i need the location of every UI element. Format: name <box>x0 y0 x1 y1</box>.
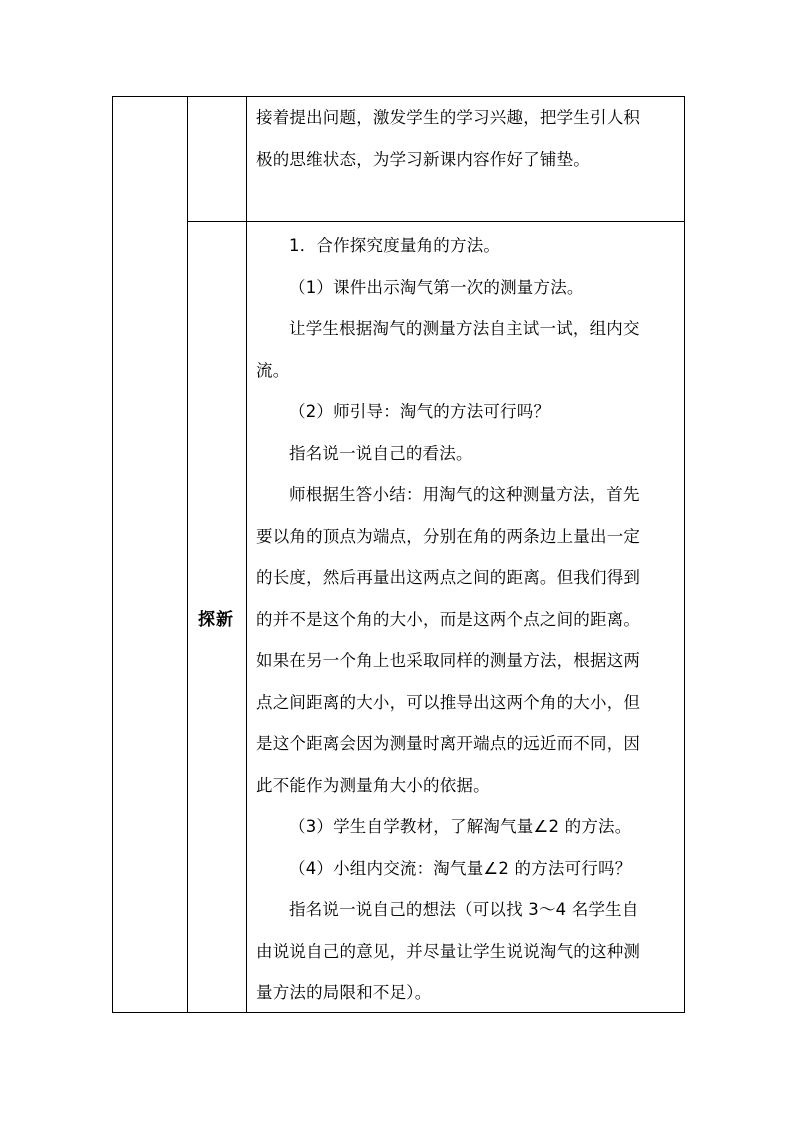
text-line: 是这个距离会因为测量时离开端点的远近而不同，因 <box>256 734 641 753</box>
column-divider-2 <box>246 97 247 1012</box>
text-line: 师根据生答小结：用淘气的这种测量方法，首先 <box>289 485 640 504</box>
text-line: 此不能作为测量角大小的依据。 <box>256 775 490 795</box>
text-line: 极的思维状态，为学习新课内容作好了铺垫。 <box>256 149 590 169</box>
text-line: 点之间距离的大小，可以推导出这两个角的大小，但 <box>256 692 641 712</box>
text-line: 指名说一说自己的看法。 <box>289 443 473 463</box>
text-line: 量方法的局限和不足）。 <box>256 983 432 1002</box>
section-label: 探新 <box>198 610 234 630</box>
text-line: 1．合作探究度量角的方法。 <box>289 236 501 255</box>
text-line: （3）学生自学教材，了解淘气量∠2 的方法。 <box>289 817 632 836</box>
text-line: 的长度，然后再量出这两点之间的距离。但我们得到 <box>256 568 641 587</box>
lesson-plan-table <box>112 96 685 1013</box>
text-line: （4）小组内交流：淘气量∠2 的方法可行吗？ <box>289 858 632 878</box>
row-divider <box>187 221 684 222</box>
column-divider-1 <box>187 97 188 1012</box>
text-line: 指名说一说自己的想法（可以找 3～4 名学生自 <box>289 900 639 919</box>
upper-cell-text <box>256 97 681 180</box>
text-line: （2）师引导：淘气的方法可行吗？ <box>289 402 551 421</box>
text-line: 流。 <box>256 360 290 380</box>
text-line: 如果在另一个角上也采取同样的测量方法，根据这两 <box>256 651 641 670</box>
lower-cell-text <box>256 225 681 1014</box>
text-line: （1）课件出示淘气第一次的测量方法。 <box>289 277 584 297</box>
text-line: 由说说自己的意见，并尽量让学生说说淘气的这种测 <box>256 941 641 961</box>
text-line: 让学生根据淘气的测量方法自主试一试，组内交 <box>289 319 640 338</box>
text-line: 的并不是这个角的大小，而是这两个点之间的距离。 <box>256 609 641 629</box>
text-line: 接着提出问题，激发学生的学习兴趣，把学生引人积 <box>256 108 641 127</box>
text-line: 要以角的顶点为端点，分别在角的两条边上量出一定 <box>256 526 641 546</box>
